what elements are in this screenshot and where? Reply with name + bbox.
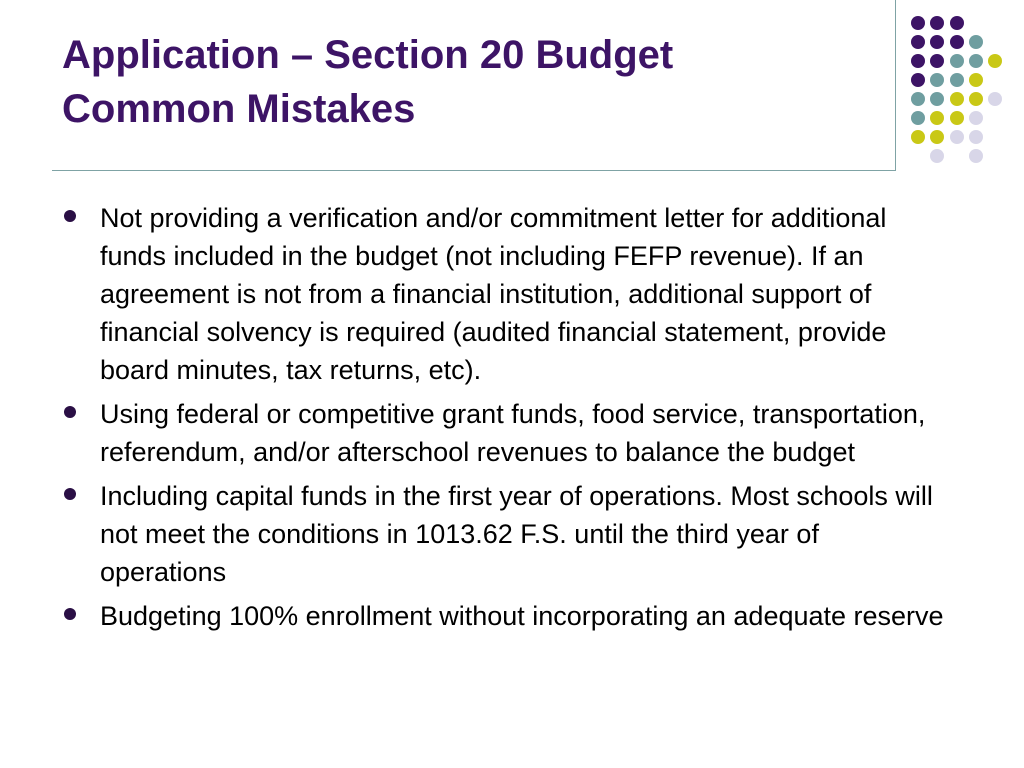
decor-dot: [950, 54, 964, 68]
decor-dot: [911, 92, 925, 106]
decor-dot: [930, 111, 944, 125]
decor-dot: [950, 73, 964, 87]
decor-dot: [911, 73, 925, 87]
decor-dot: [930, 92, 944, 106]
bullet-item: [62, 199, 952, 389]
bullet-dot-icon: [64, 406, 76, 418]
bullet-dot-icon: [64, 488, 76, 500]
decor-dot: [969, 111, 983, 125]
decor-dot: [911, 35, 925, 49]
decor-dot: [969, 73, 983, 87]
bullet-item: [62, 597, 952, 635]
dot-grid-decoration: [0, 0, 1024, 170]
decor-dot: [911, 16, 925, 30]
decor-dot: [930, 35, 944, 49]
decor-dot: [911, 111, 925, 125]
decor-dot: [930, 149, 944, 163]
decor-dot: [911, 54, 925, 68]
decor-dot: [950, 111, 964, 125]
decor-dot: [930, 16, 944, 30]
decor-dot: [930, 73, 944, 87]
decor-dot: [969, 149, 983, 163]
decor-dot: [950, 130, 964, 144]
decor-dot: [969, 130, 983, 144]
decor-dot: [950, 16, 964, 30]
bullet-item: [62, 395, 952, 471]
decor-dot: [988, 92, 1002, 106]
bullet-text: Not providing a verification and/or commitment letter for additional funds included in the budget (not including FEFP revenue). If an agreement is not from a financial institution, additional support of financial solvency is required (audited financial statement, provide board minutes, tax returns, etc).: [100, 203, 887, 385]
decor-dot: [930, 54, 944, 68]
decor-dot: [969, 35, 983, 49]
bullet-text: Budgeting 100% enrollment without incorporating an adequate reserve: [100, 601, 944, 631]
bullet-list: [62, 199, 952, 641]
bullet-item: [62, 477, 952, 591]
title-underline-rule: [52, 170, 896, 171]
decor-dot: [950, 35, 964, 49]
slide-title-line-1: Application – Section 20 Budget: [62, 33, 674, 77]
decor-dot: [911, 130, 925, 144]
bullet-dot-icon: [64, 608, 76, 620]
decor-dot: [988, 54, 1002, 68]
decor-dot: [969, 54, 983, 68]
bullet-text: Including capital funds in the first year of operations. Most schools will not meet the conditions in 1013.62 F.S. until the third year of operations: [100, 481, 933, 587]
slide-title-line-2: Common Mistakes: [62, 87, 416, 131]
decor-dot: [930, 130, 944, 144]
decor-dot: [969, 92, 983, 106]
bullet-dot-icon: [64, 210, 76, 222]
bullet-text: Using federal or competitive grant funds, food service, transportation, referendum, and/or afterschool revenues to balance the budget: [100, 399, 926, 467]
decor-dot: [950, 92, 964, 106]
